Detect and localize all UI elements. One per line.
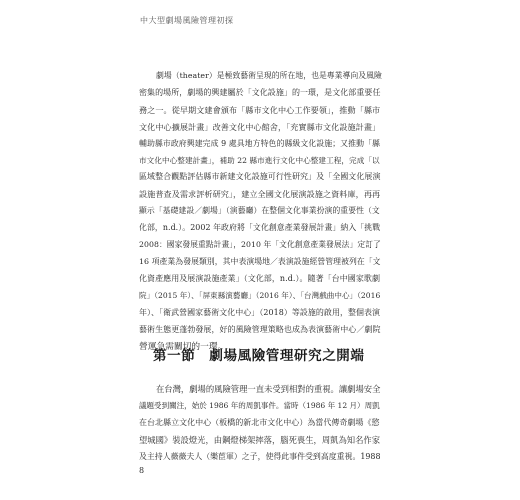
- text-line: 及主持人薇薇夫人（樂茞軍）之子，使得此事件受到高度重視。1988: [139, 451, 381, 461]
- text-line: 年）、「衛武營國家藝術文化中心」（2018）等設施的啟用，整個表演: [139, 307, 381, 317]
- running-header: 中大型劇場風險管理初探: [140, 16, 234, 25]
- text-line: 望城國》裝設燈光，由鋼燈梯架摔落，腦死喪生，周凱為知名作家: [139, 434, 381, 445]
- text-line: 化部，n.d.）。2002 年政府將「文化創意產業發展計畫」納入「挑戰: [139, 223, 381, 233]
- text-line: 在台北縣立文化中心（板橋的新北市文化中心）為當代傳奇劇場《慾: [139, 417, 380, 427]
- paragraph-intro: [139, 68, 380, 355]
- section-heading: 第一節 劇場風險管理研究之開端: [153, 348, 365, 364]
- text-line: 顯示「基礎建設／劇場」（演藝廳）在整個文化事業扮演的重要性（文: [139, 206, 380, 216]
- text-line: 市文化中心整建計畫」，補助 22 縣市進行文化中心整建工程，完成「以: [139, 155, 380, 165]
- text-line: 文化中心擴展計畫」改善文化中心館舍，「充實縣市文化設施計畫」: [139, 121, 381, 132]
- page-number: 8: [139, 466, 145, 475]
- text-line: 設施普查及需求評析研究」，建立全國文化展演設施之資料庫，再再: [139, 189, 381, 200]
- text-line: 2008：國家發展重點計畫」，2010 年「文化創意產業發展法」定訂了: [139, 240, 381, 250]
- text-line: 區域整合觀點評估縣市新建文化設施可行性研究」及「全國文化展演: [139, 172, 381, 182]
- text-line: 16 項產業為發展類別，其中表演場地／表演設施經營管理被列在「文: [139, 256, 381, 266]
- text-line: 密集的場所，劇場的興建屬於「文化設施」的一環，是文化部重要任: [139, 87, 381, 97]
- text-line: 劇場（theater）是極致藝術呈現的所在地，也是專業導向及風險: [156, 71, 382, 80]
- text-line: 輔助縣市政府興建完成 9 處具地方特色的縣級文化設施；又推動「縣: [139, 138, 380, 148]
- text-line: 務之一。從早期文建會頒布「縣市文化中心工作要領」，推動「縣市: [139, 104, 381, 115]
- text-line: 營運急需關切的一環。: [139, 341, 227, 352]
- text-line: 在台灣，劇場的風險管理一直未受到相對的重視。讓劇場安全: [156, 384, 381, 394]
- text-line: 院」（2015 年）、「屏東縣演藝廳」（2016 年）、「台灣戲曲中心」（2016: [139, 290, 381, 300]
- text-line: 議題受到關注，始於 1986 年的周凱事件。當時（1986 年 12 月）周凱: [139, 400, 380, 410]
- paragraph-section-one: [139, 381, 380, 466]
- text-line: 化資產應用及展演設施產業」（文化部，n.d.）。隨著「台中國家歌劇: [139, 273, 381, 283]
- text-line: 藝術生態更蓬勃發展，好的風險管理策略也成為表演藝術中心／劇院: [139, 324, 381, 334]
